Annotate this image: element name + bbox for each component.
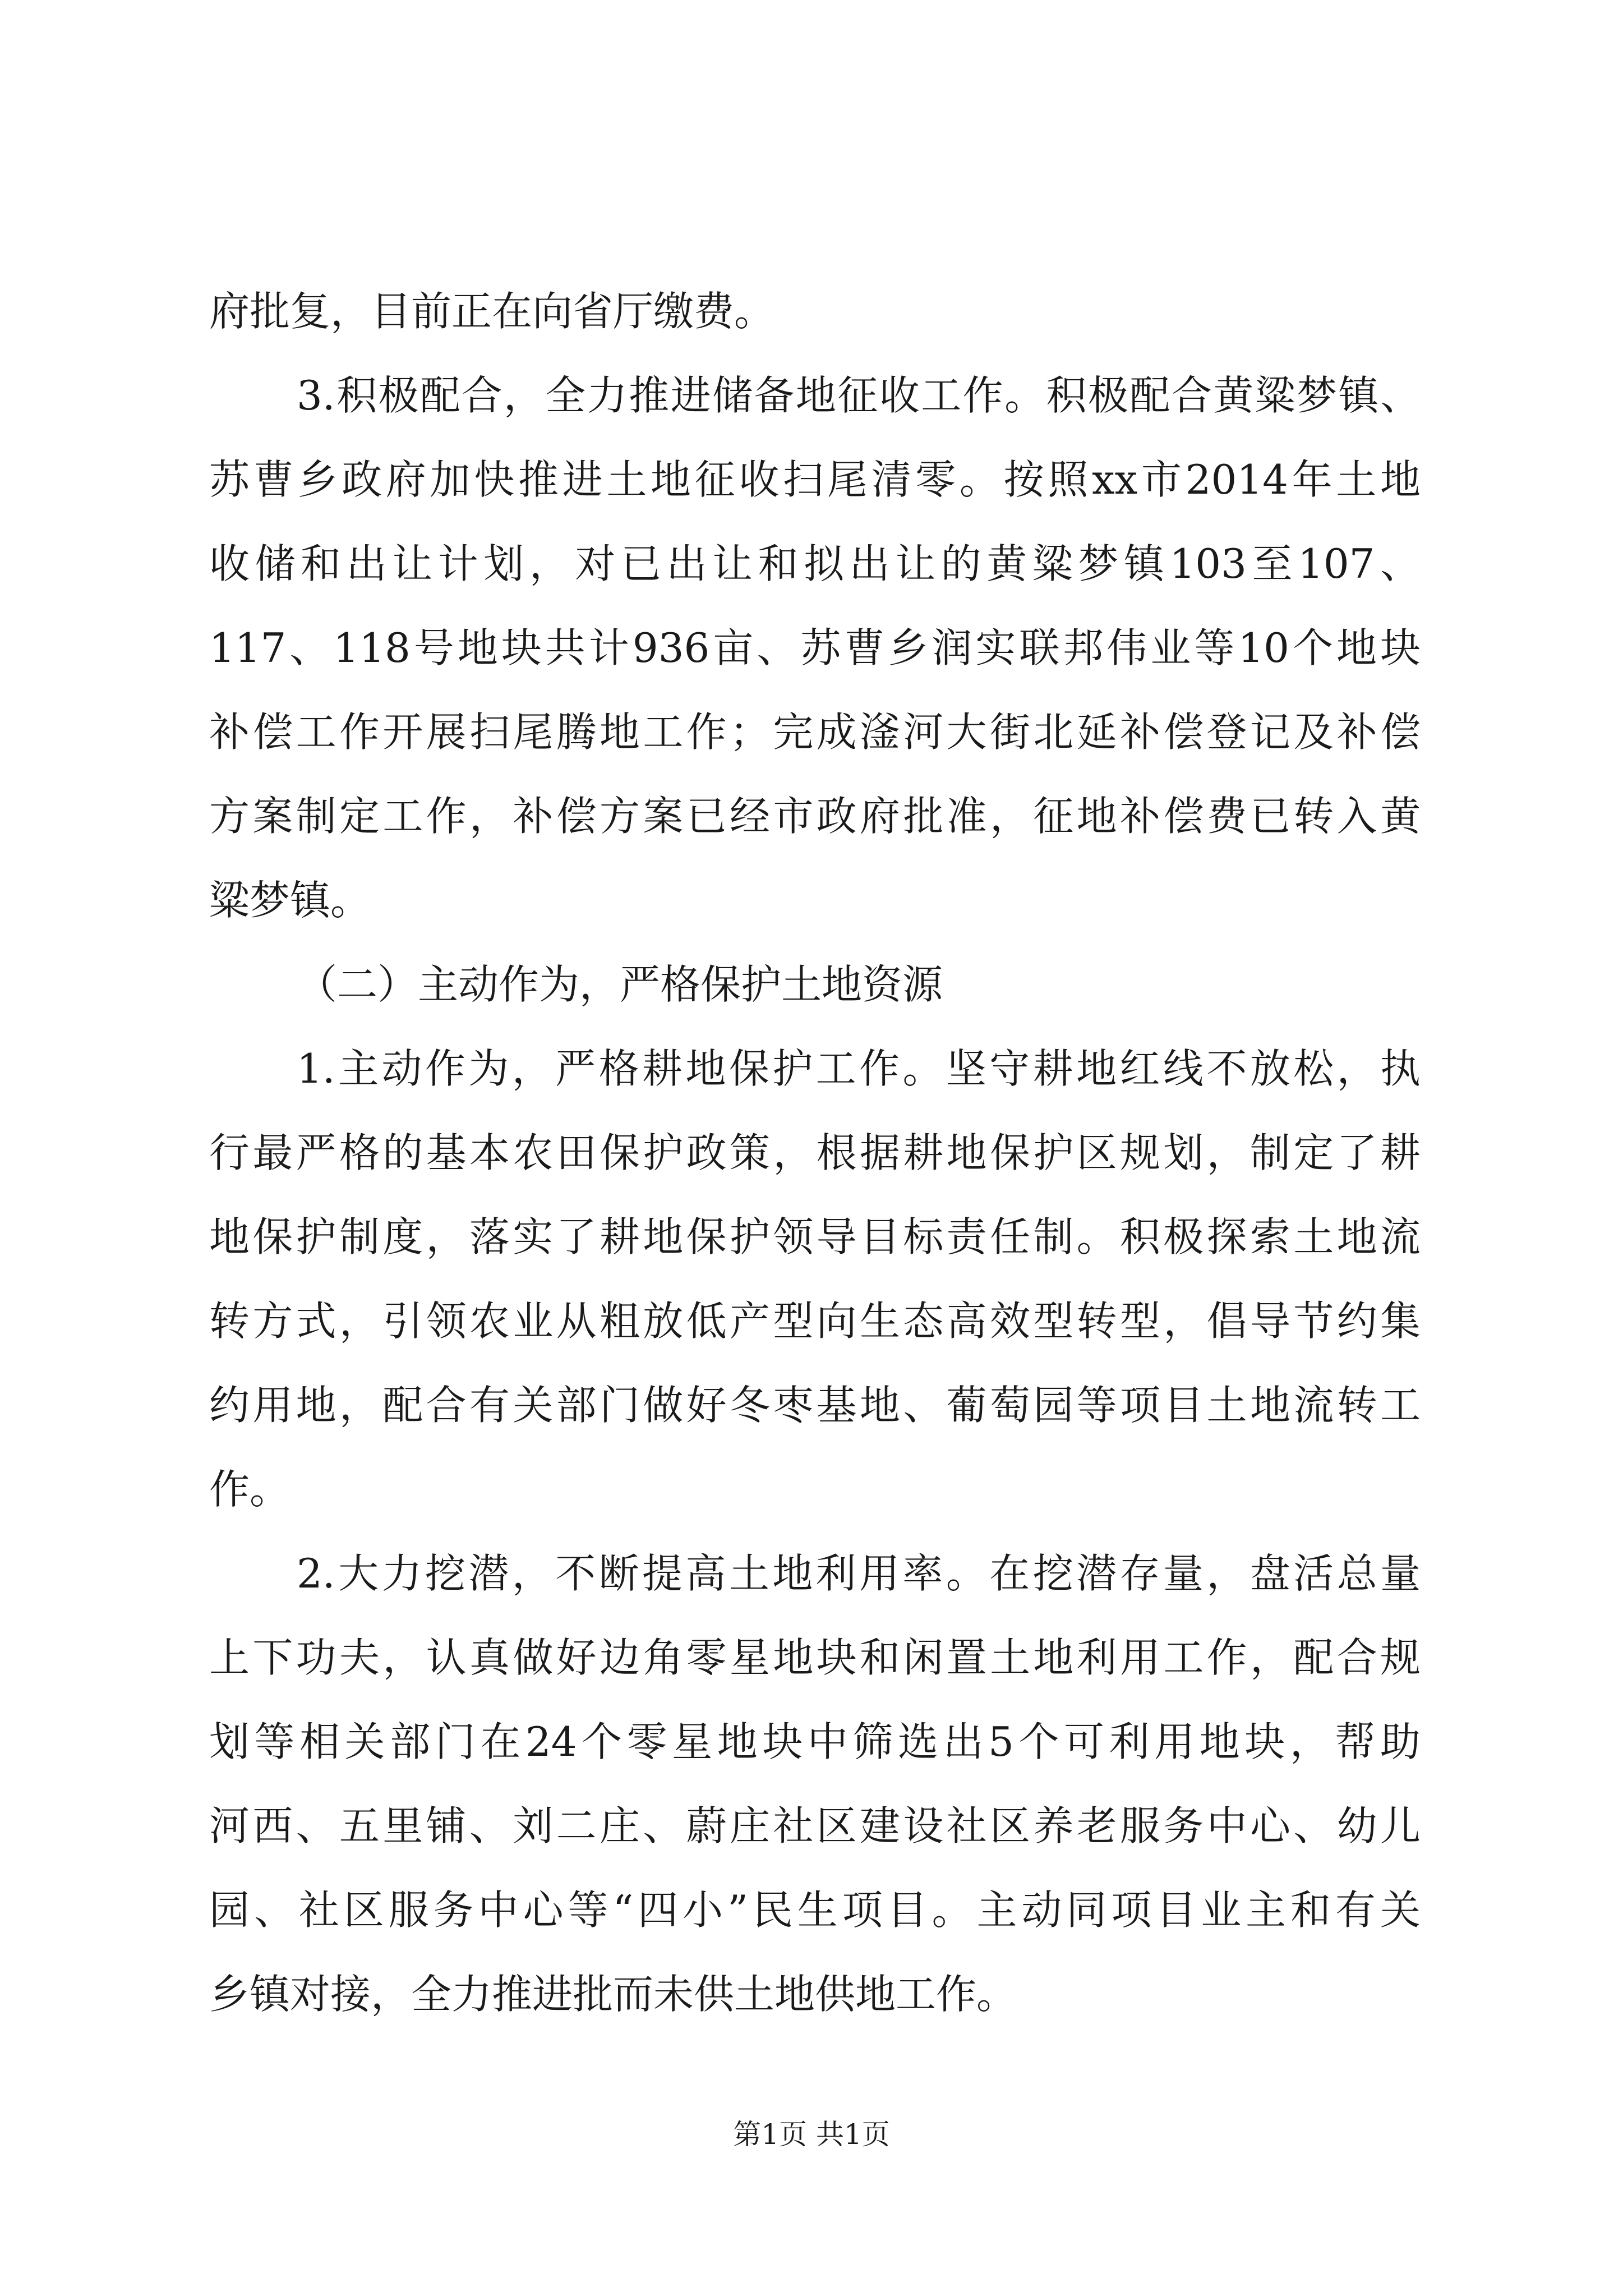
body-text-line: 苏曹乡政府加快推进土地征收扫尾清零。按照xx市2014年土地 [209, 456, 1421, 503]
body-text-line: 河西、五里铺、刘二庄、蔚庄社区建设社区养老服务中心、幼儿 [209, 1802, 1421, 1849]
body-text-line: 上下功夫，认真做好边角零星地块和闲置土地利用工作，配合规 [209, 1634, 1421, 1681]
body-text-line: 粱梦镇。 [209, 877, 371, 924]
section-heading: （二）主动作为，严格保护土地资源 [297, 961, 943, 1008]
body-text-line: 补偿工作开展扫尾腾地工作；完成滏河大街北延补偿登记及补偿 [209, 708, 1421, 756]
body-text-line: 乡镇对接，全力推进批而未供土地供地工作。 [209, 1971, 1017, 2018]
body-text-line: 收储和出让计划，对已出让和拟出让的黄粱梦镇103至107、 [209, 540, 1421, 587]
body-text-line: 划等相关部门在24个零星地块中筛选出5个可利用地块，帮助 [209, 1718, 1421, 1765]
body-text-line: 117、118号地块共计936亩、苏曹乡润实联邦伟业等10个地块 [209, 624, 1421, 671]
body-text-line: 园、社区服务中心等“四小”民生项目。主动同项目业主和有关 [209, 1887, 1421, 1934]
body-text-line: 约用地，配合有关部门做好冬枣基地、葡萄园等项目土地流转工 [209, 1382, 1421, 1429]
body-text-line: 府批复，目前正在向省厅缴费。 [209, 288, 775, 335]
body-text-line: 作。 [209, 1466, 291, 1513]
paragraph-item-2-line: 2.大力挖潜，不断提高土地利用率。在挖潜存量，盘活总量 [297, 1550, 1421, 1597]
body-text-line: 行最严格的基本农田保护政策，根据耕地保护区规划，制定了耕 [209, 1129, 1421, 1176]
page-number-footer: 第1页 共1页 [733, 2118, 890, 2151]
body-text-line: 方案制定工作，补偿方案已经市政府批准，征地补偿费已转入黄 [209, 793, 1421, 840]
body-text-line: 地保护制度，落实了耕地保护领导目标责任制。积极探索土地流 [209, 1213, 1421, 1260]
paragraph-item-1-line: 1.主动作为，严格耕地保护工作。坚守耕地红线不放松，执 [297, 1045, 1421, 1092]
body-text-line: 转方式，引领农业从粗放低产型向生态高效型转型，倡导节约集 [209, 1297, 1421, 1345]
paragraph-item-3-line: 3.积极配合，全力推进储备地征收工作。积极配合黄粱梦镇、 [297, 372, 1421, 419]
